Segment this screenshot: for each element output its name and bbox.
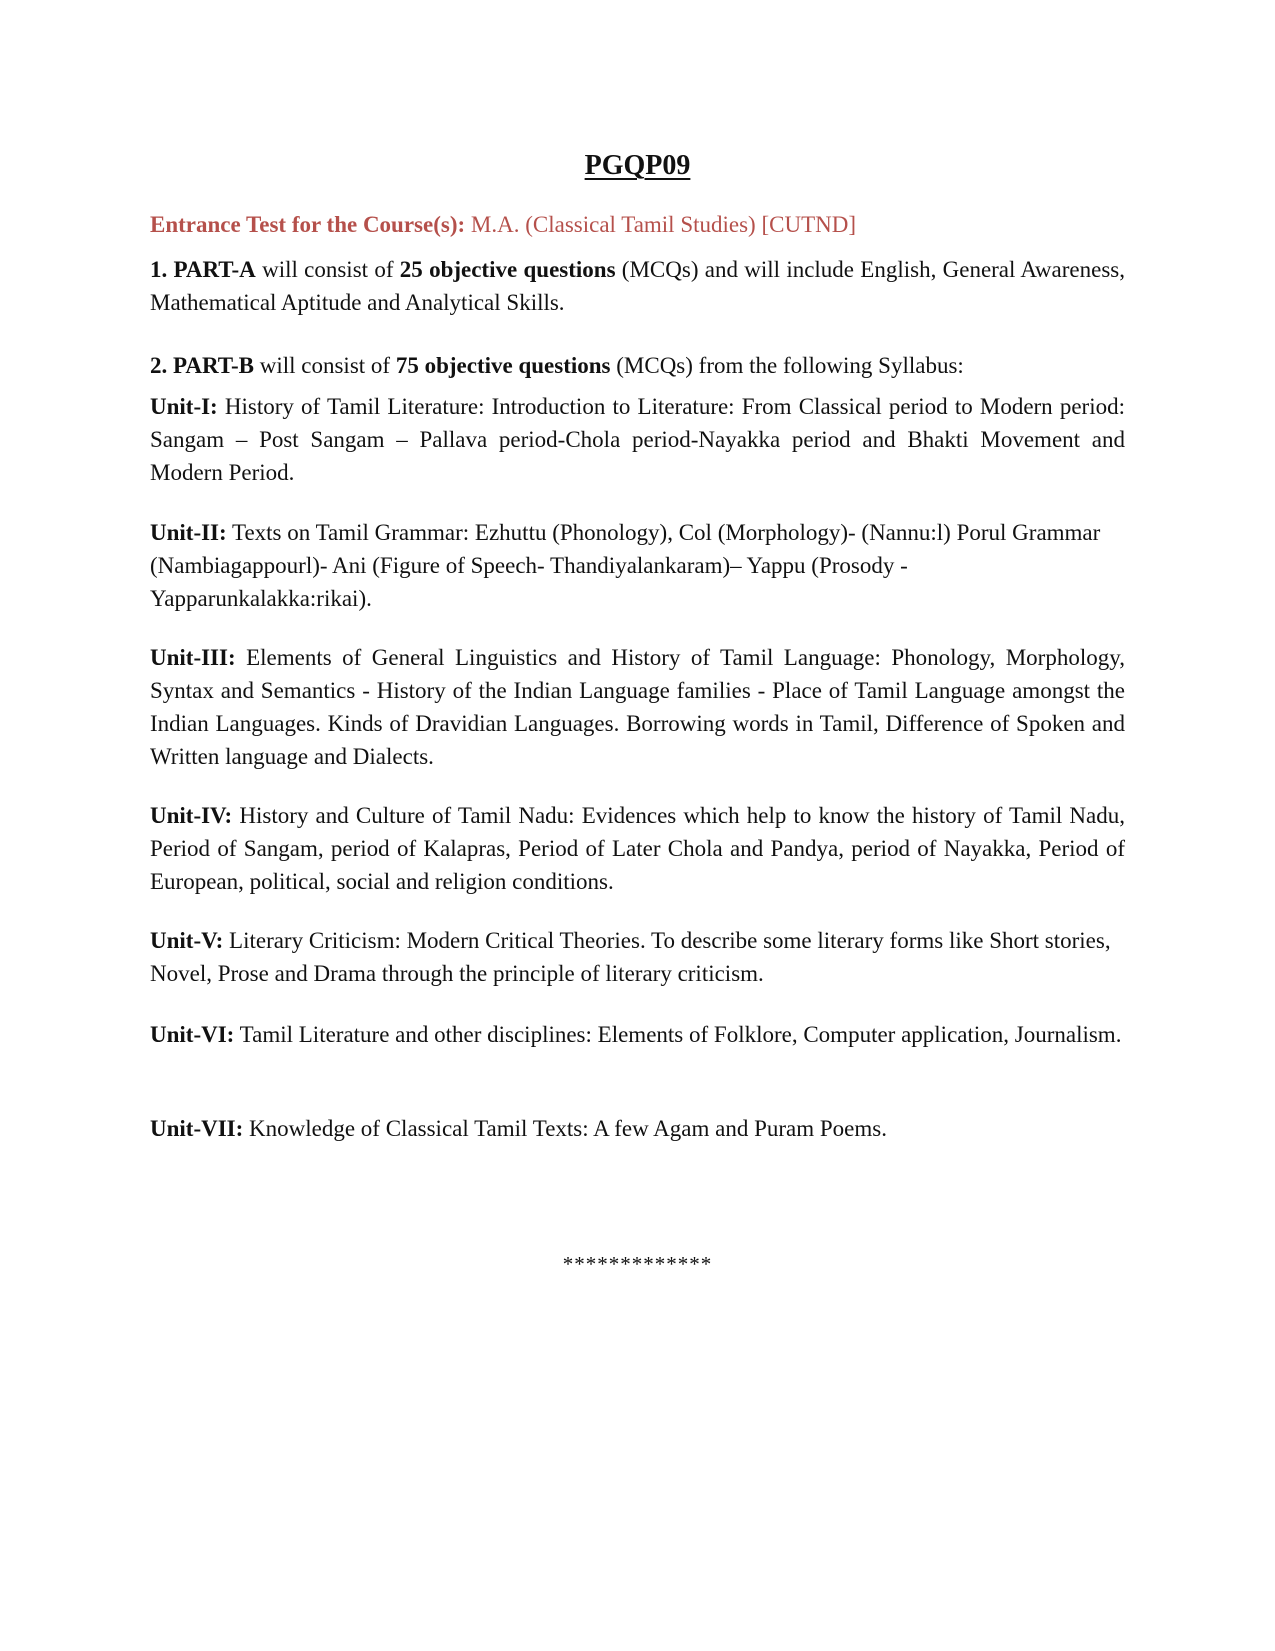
unit-label: Unit-III:	[150, 645, 236, 670]
unit-text: Elements of General Linguistics and History of Tamil Language: Phonology, Morphology, Syntax and Semantics - History of the Indian Language families - Place of Tamil Language amongst the Indian Languages. Kinds of Dravidian Languages. Borrowing words in Tamil, Difference of Spoken and Written language and Dialects.	[150, 645, 1125, 769]
course-label: Entrance Test for the Course(s):	[150, 212, 466, 237]
unit-label: Unit-I:	[150, 394, 218, 419]
document-code-title: PGQP09	[584, 150, 691, 181]
unit-text: History of Tamil Literature: Introduction to Literature: From Classical period to Modern period: Sangam – Post Sangam – Pallava period-Chola period-Nayakka period and Bhakti Movement and Modern Period.	[150, 394, 1125, 485]
unit-text: Literary Criticism: Modern Critical Theories. To describe some literary forms like Short stories, Novel, Prose and Drama through the principle of literary criticism.	[150, 928, 1111, 986]
part-a-text-1: will consist of	[255, 257, 400, 282]
unit-label: Unit-VI:	[150, 1022, 235, 1047]
unit-3-paragraph	[150, 641, 1125, 773]
unit-label: Unit-IV:	[150, 803, 233, 828]
end-asterisks: *************	[562, 1252, 713, 1276]
unit-text: History and Culture of Tamil Nadu: Evidences which help to know the history of Tamil Nadu, Period of Sangam, period of Kalapras, Period of Later Chola and Pandya, period of Nayakka, Period of European, political, social and religion conditions.	[150, 803, 1125, 894]
unit-7-paragraph	[150, 1112, 1125, 1145]
part-b-paragraph	[150, 349, 1125, 382]
part-b-lead: 2. PART-B	[150, 353, 254, 378]
unit-6-paragraph	[150, 1018, 1125, 1051]
course-name: M.A. (Classical Tamil Studies) [CUTND]	[470, 212, 856, 237]
part-b-text-1: will consist of	[253, 353, 396, 378]
part-a-lead: 1. PART-A	[150, 257, 256, 282]
unit-1-paragraph	[150, 390, 1125, 489]
unit-text: Texts on Tamil Grammar: Ezhuttu (Phonology), Col (Morphology)- (Nannu:l) Porul Grammar (Nambiagappourl)- Ani (Figure of Speech- Thandiyalankaram)– Yappu (Prosody - Yapparunkalakka:rikai).	[150, 520, 1101, 611]
unit-label: Unit-V:	[150, 928, 224, 953]
part-b-text-2: (MCQs) from the following Syllabus:	[610, 353, 964, 378]
part-a-bold: 25 objective questions	[399, 257, 616, 282]
unit-text: Tamil Literature and other disciplines: Elements of Folklore, Computer application, Journalism.	[234, 1022, 1122, 1047]
unit-4-paragraph	[150, 799, 1125, 898]
part-a-paragraph	[150, 253, 1125, 319]
course-line	[150, 212, 1125, 238]
part-a-text-2: (MCQs) and will include English, General Awareness, Mathematical Aptitude and Analytical Skills.	[150, 257, 1125, 315]
unit-5-paragraph	[150, 924, 1125, 990]
unit-label: Unit-II:	[150, 520, 227, 545]
part-b-bold: 75 objective questions	[395, 353, 611, 378]
unit-text: Knowledge of Classical Tamil Texts: A few Agam and Puram Poems.	[243, 1116, 887, 1141]
unit-label: Unit-VII:	[150, 1116, 244, 1141]
unit-2-paragraph	[150, 516, 1125, 615]
